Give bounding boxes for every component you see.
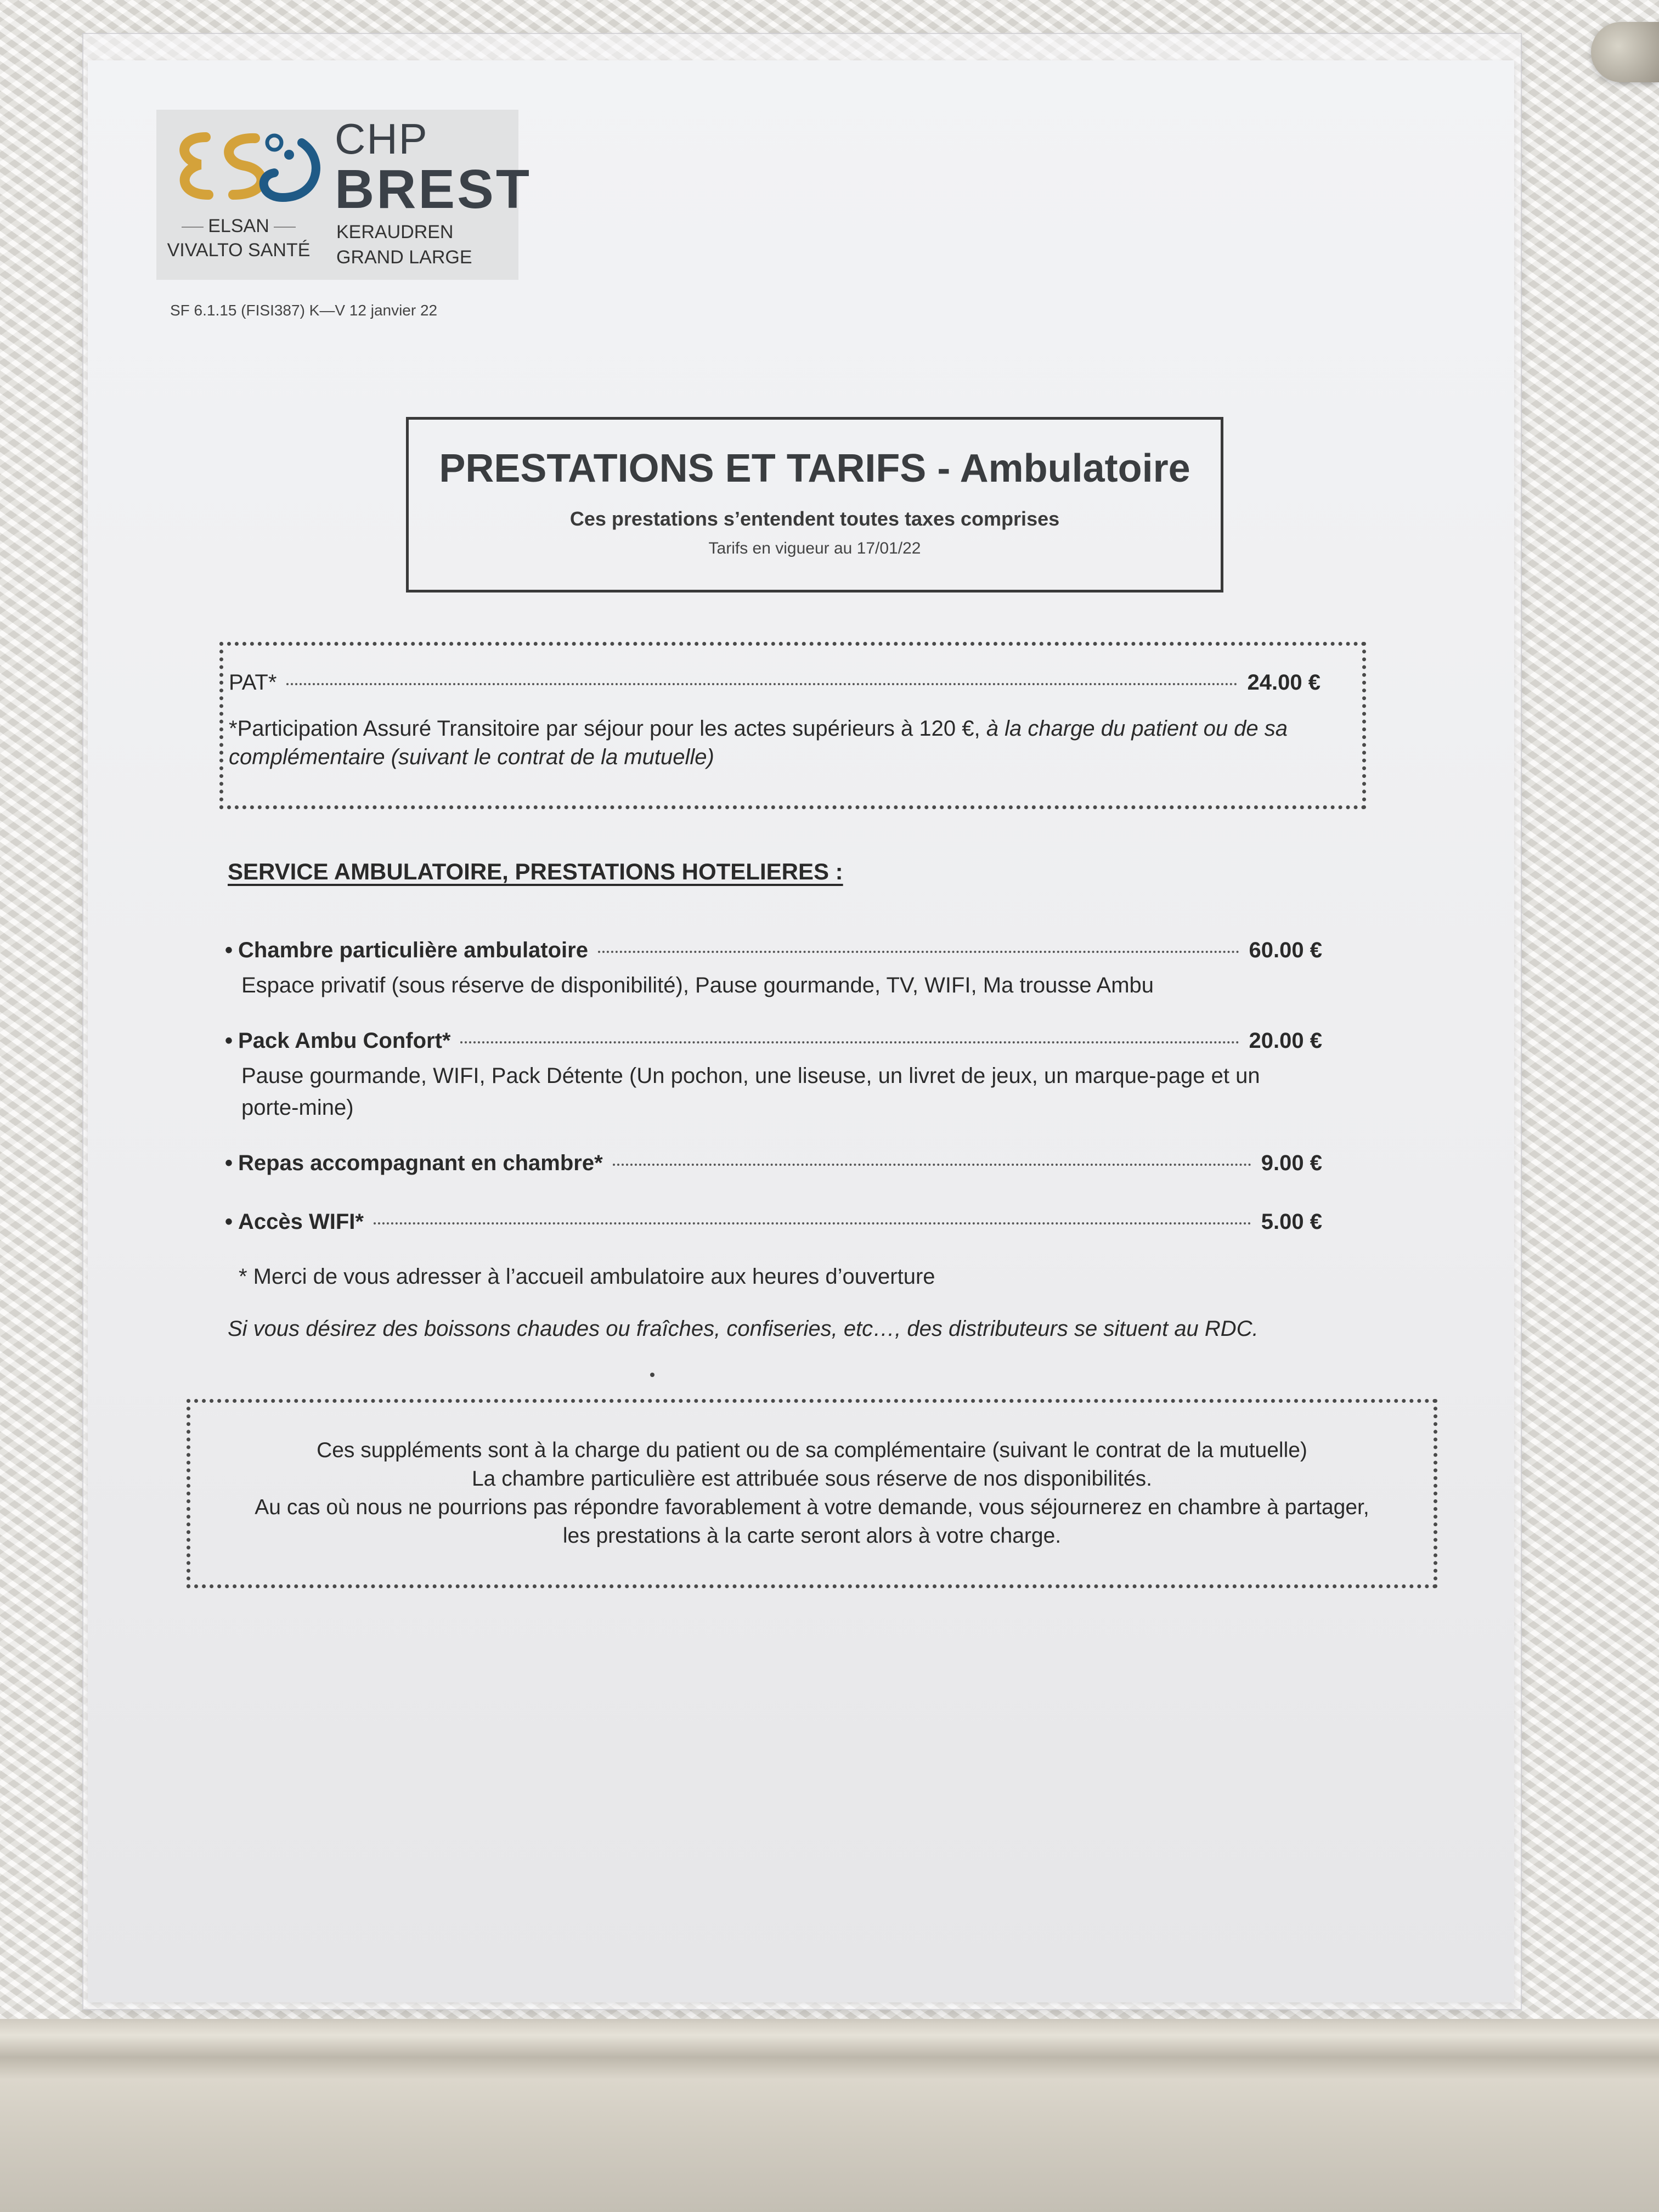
list-item: • Repas accompagnant en chambre* 9.00 € [225,1151,1322,1175]
document-reference: SF 6.1.15 (FISI387) K—V 12 janvier 22 [170,302,438,319]
title-subtitle: Ces prestations s’entendent toutes taxes comprises [569,507,1060,530]
list-item: • Pack Ambu Confort* 20.00 € Pause gourmande, WIFI, Pack Détente (Un pochon, une liseuse, un livret de jeux, un marque-page et un porte-mine) [225,1029,1322,1124]
supplements-box [187,1399,1437,1588]
title-date: Tarifs en vigueur au 17/01/22 [708,539,921,557]
pat-price: 24.00 € [1247,670,1321,695]
item-name: Accès WIFI* [238,1210,364,1234]
wall-molding [0,2019,1659,2212]
stray-dot [650,1373,654,1377]
item-name: Repas accompagnant en chambre* [238,1151,603,1175]
brest-text: BREST [335,159,532,220]
item-price: 20.00 € [1249,1029,1322,1053]
supplements-line: les prestations à la carte seront alors à votre charge. [562,1524,1062,1548]
item-price: 5.00 € [1261,1210,1322,1234]
elsan-logo-icon [162,121,326,214]
pat-label: PAT* [229,670,277,695]
dot-leader [286,683,1237,685]
dot-leader [598,951,1239,953]
supplements-line: Ces suppléments sont à la charge du patient ou de sa complémentaire (suivant le contrat de la mutuelle) [317,1438,1307,1462]
price-sheet [88,60,1514,2002]
price-list [225,938,1322,1262]
supplements-line: Au cas où nous ne pourrions pas répondre favorablement à votre demande, vous séjournerez en chambre à partager, [255,1496,1369,1519]
pushpin [1591,22,1659,82]
pat-box [219,642,1366,809]
pat-row [229,670,1321,695]
item-description: Espace privatif (sous réserve de disponibilité), Pause gourmande, TV, WIFI, Ma trousse Ambu [241,973,1154,997]
title-box [406,417,1223,592]
elsan-caption: ELSAN VIVALTO SANTÉ [167,216,311,261]
page-title: PRESTATIONS ET TARIFS - Ambulatoire [439,447,1190,490]
chp-text: CHP [335,115,428,163]
supplements-line: La chambre particulière est attribuée sous réserve de nos disponibilités. [471,1467,1152,1491]
list-item: • Accès WIFI* 5.00 € [225,1210,1322,1234]
item-price: 60.00 € [1249,938,1322,962]
item-name: Pack Ambu Confort* [238,1029,451,1053]
logo-block [156,110,532,280]
item-price: 9.00 € [1261,1151,1322,1175]
list-item: • Chambre particulière ambulatoire 60.00 € Espace privatif (sous réserve de disponibilité), Pause gourmande, TV, WIFI, Ma trousse Ambu [225,938,1322,1001]
section-heading: SERVICE AMBULATOIRE, PRESTATIONS HOTELIERES : [228,859,843,884]
dot-leader [374,1222,1251,1224]
distributor-note: Si vous désirez des boissons chaudes ou fraîches, confiseries, etc…, des distributeurs se situent au RDC. [228,1317,1259,1341]
pat-note: *Participation Assuré Transitoire par séjour pour les actes supérieurs à 120 €, à la charge du patient ou de sa complémentaire (suivant le contrat de la mutuelle) [229,716,1288,769]
item-description: Pause gourmande, WIFI, Pack Détente (Un pochon, une liseuse, un livret de jeux, un marque-page et un porte-mine) [241,1064,1260,1120]
keraudren-caption: KERAUDREN GRAND LARGE [336,222,472,268]
dot-leader [613,1164,1251,1166]
dot-leader [460,1041,1239,1043]
footnote: * Merci de vous adresser à l’accueil ambulatoire aux heures d’ouverture [239,1265,935,1289]
item-name: Chambre particulière ambulatoire [238,938,588,962]
